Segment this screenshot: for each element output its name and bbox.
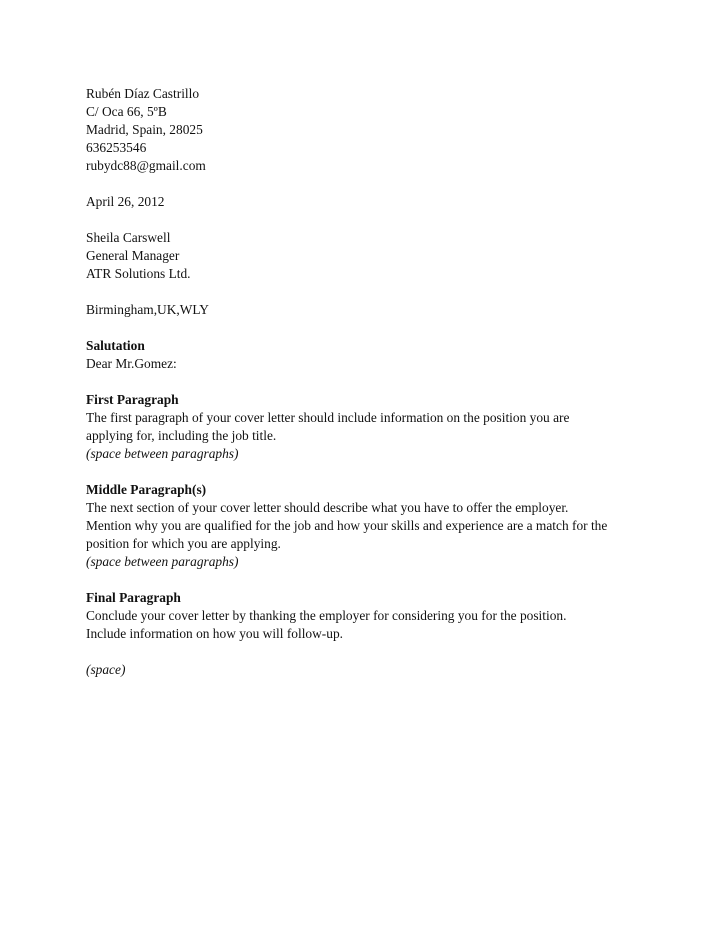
sender-name: Rubén Díaz Castrillo xyxy=(86,86,200,101)
sender-street: C/ Oca 66, 5ºB xyxy=(86,104,167,119)
recipient-location: Birmingham,UK,WLY xyxy=(86,302,209,317)
sender-phone: 636253546 xyxy=(86,140,147,155)
salutation-text: Dear Mr.Gomez: xyxy=(86,356,177,371)
recipient-block xyxy=(86,229,686,283)
closing-note: (space) xyxy=(86,662,126,677)
middle-paragraph-note: (space between paragraphs) xyxy=(86,554,239,569)
first-paragraph-heading: First Paragraph xyxy=(86,392,179,407)
middle-paragraph-line: The next section of your cover letter should describe what you have to offer the employer. xyxy=(86,500,569,515)
first-paragraph-line: The first paragraph of your cover letter should include information on the position you are xyxy=(86,410,570,425)
sender-city: Madrid, Spain, 28025 xyxy=(86,122,203,137)
middle-paragraph-section xyxy=(86,481,686,571)
final-paragraph-heading: Final Paragraph xyxy=(86,590,181,605)
final-paragraph-section xyxy=(86,589,686,643)
recipient-name: Sheila Carswell xyxy=(86,230,171,245)
recipient-company: ATR Solutions Ltd. xyxy=(86,266,191,281)
salutation-heading: Salutation xyxy=(86,338,145,353)
final-paragraph-line: Conclude your cover letter by thanking the employer for considering you for the position. xyxy=(86,608,567,623)
salutation-section xyxy=(86,337,686,373)
cover-letter xyxy=(86,85,686,679)
first-paragraph-note: (space between paragraphs) xyxy=(86,446,239,461)
middle-paragraph-heading: Middle Paragraph(s) xyxy=(86,482,207,497)
sender-email: rubydc88@gmail.com xyxy=(86,158,206,173)
middle-paragraph-line: Mention why you are qualified for the job and how your skills and experience are a match for the xyxy=(86,518,608,533)
final-paragraph-line: Include information on how you will follow-up. xyxy=(86,626,343,641)
letter-date: April 26, 2012 xyxy=(86,194,165,209)
first-paragraph-section xyxy=(86,391,686,463)
sender-block xyxy=(86,85,686,175)
first-paragraph-line: applying for, including the job title. xyxy=(86,428,277,443)
recipient-title: General Manager xyxy=(86,248,180,263)
middle-paragraph-line: position for which you are applying. xyxy=(86,536,281,551)
